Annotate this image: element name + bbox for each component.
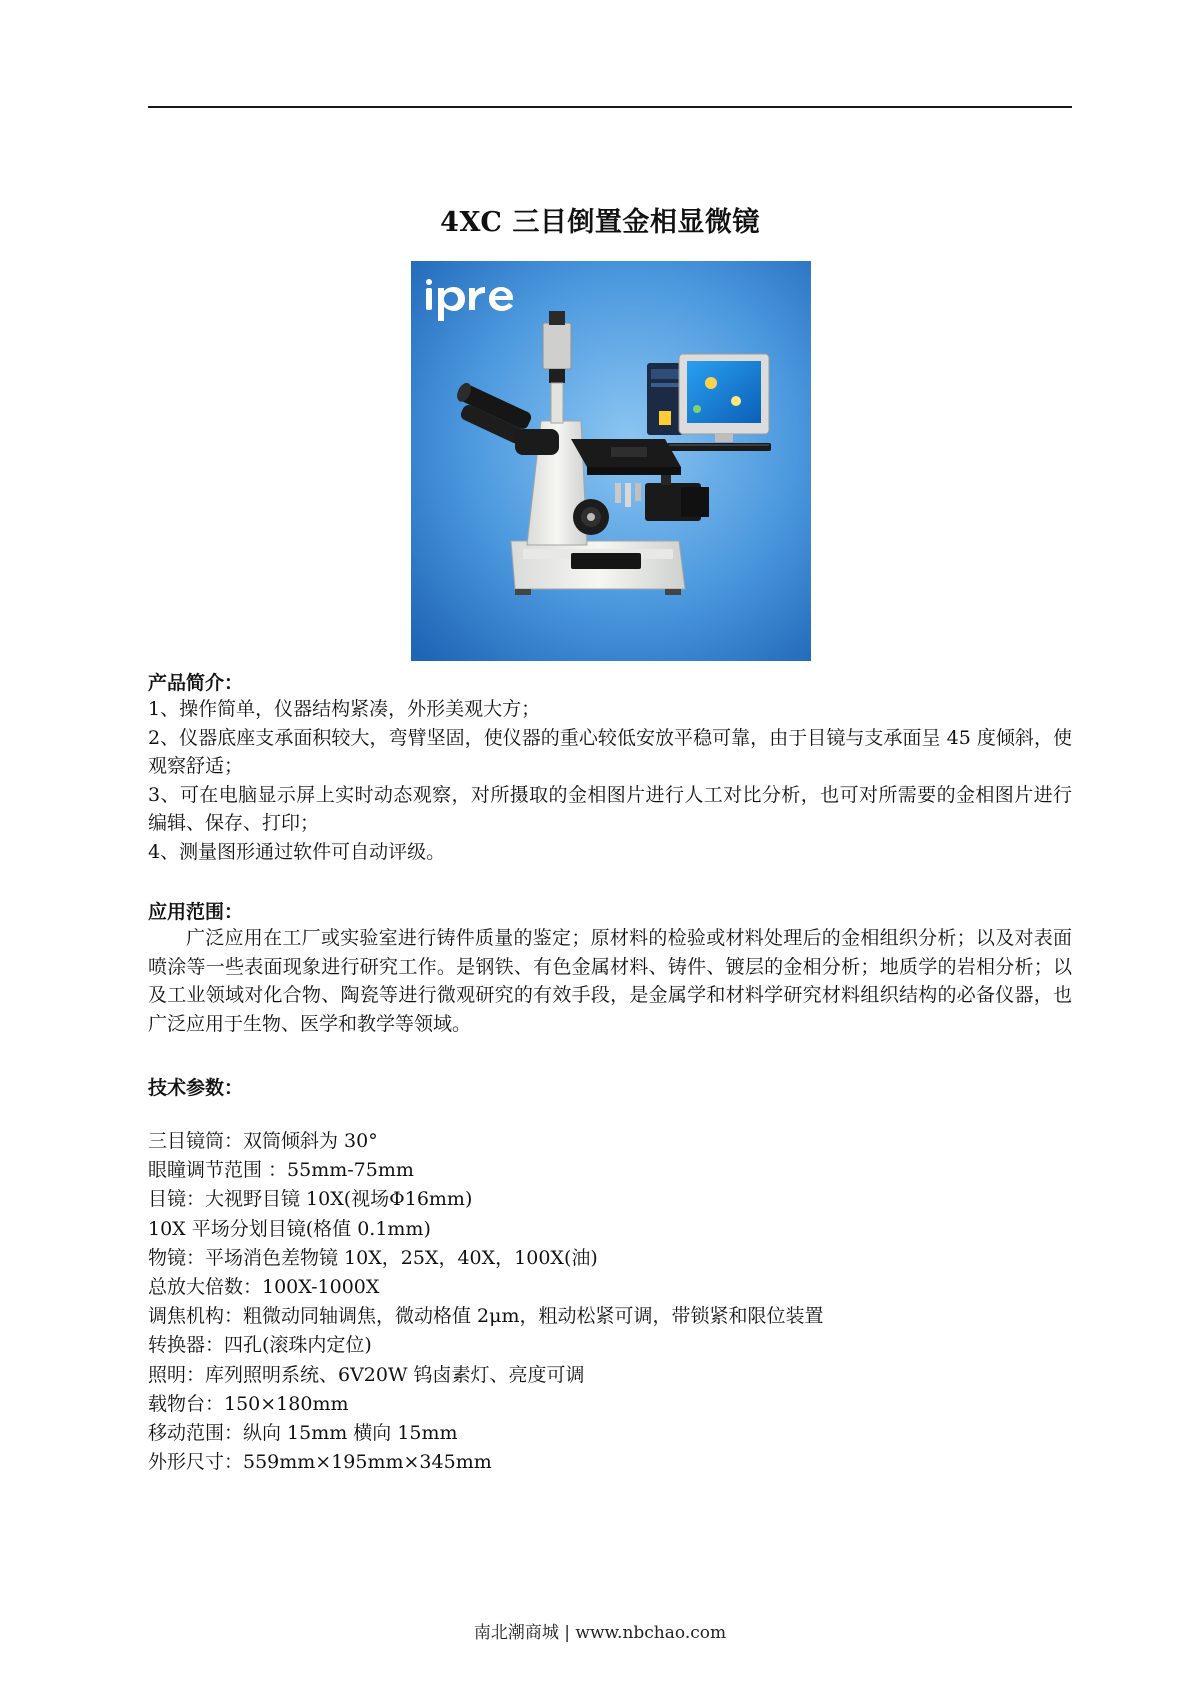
spec-item: 眼瞳调节范围 ：55mm-75mm [148, 1159, 414, 1182]
header-rule [148, 106, 1072, 108]
spec-item: 总放大倍数：100X-1000X [148, 1276, 380, 1299]
intro-item: 3、可在电脑显示屏上实时动态观察，对所摄取的金相图片进行人工对比分析，也可对所需要的金相图片进行编辑、保存、打印； [148, 783, 1072, 834]
spec-item: 目镜：大视野目镜 10X(视场Φ16mm) [148, 1188, 473, 1211]
product-photo [411, 261, 811, 661]
spec-item: 移动范围：纵向 15mm 横向 15mm [148, 1422, 458, 1445]
document-title: 4XC 三目倒置金相显微镜 [440, 207, 760, 239]
spec-item: 外形尺寸：559mm×195mm×345mm [148, 1451, 492, 1474]
intro-item: 4、测量图形通过软件可自动评级。 [148, 840, 446, 863]
spec-item: 照明：库列照明系统、6V20W 钨卤素灯、亮度可调 [148, 1363, 585, 1386]
intro-item: 1、操作简单，仪器结构紧凑，外形美观大方； [148, 698, 541, 720]
intro-heading: 产品简介： [148, 672, 244, 694]
application-heading: 应用范围： [148, 901, 244, 923]
specs-heading: 技术参数： [148, 1077, 244, 1099]
application-paragraph: 广泛应用在工厂或实验室进行铸件质量的鉴定；原材料的检验或材料处理后的金相组织分析；以及对表面喷涂等一些表面现象进行研究工作。是钢铁、有色金属材料、铸件、镀层的金相分析；地质学的岩相分析；以及工业领域对化合物、陶瓷等进行微观研究的有效手段，是金属学和材料学研究材料组织结构的必备仪器，也广泛应用于生物、医学和教学等领域。 [148, 927, 1072, 1035]
page-footer: 南北潮商城 | www.nbchao.com [473, 1623, 727, 1643]
intro-list [148, 695, 1072, 866]
spec-item: 10X 平场分划目镜(格值 0.1mm) [148, 1217, 431, 1240]
spec-item: 载物台：150×180mm [148, 1392, 349, 1415]
spec-item: 物镜：平场消色差物镜 10X，25X，40X，100X(油) [148, 1246, 598, 1269]
spec-item: 转换器：四孔(滚珠内定位) [148, 1334, 372, 1357]
intro-item: 2、仪器底座支承面积较大，弯臂坚固，使仪器的重心较低安放平稳可靠，由于目镜与支承面呈 45 度倾斜，使观察舒适； [148, 726, 1072, 777]
specs-list [148, 1127, 1072, 1477]
spec-item: 三目镜筒：双筒倾斜为 30° [148, 1130, 378, 1152]
application-block [148, 924, 1072, 1038]
spec-item: 调焦机构：粗微动同轴调焦，微动格值 2μm，粗动松紧可调，带锁紧和限位装置 [148, 1305, 824, 1328]
